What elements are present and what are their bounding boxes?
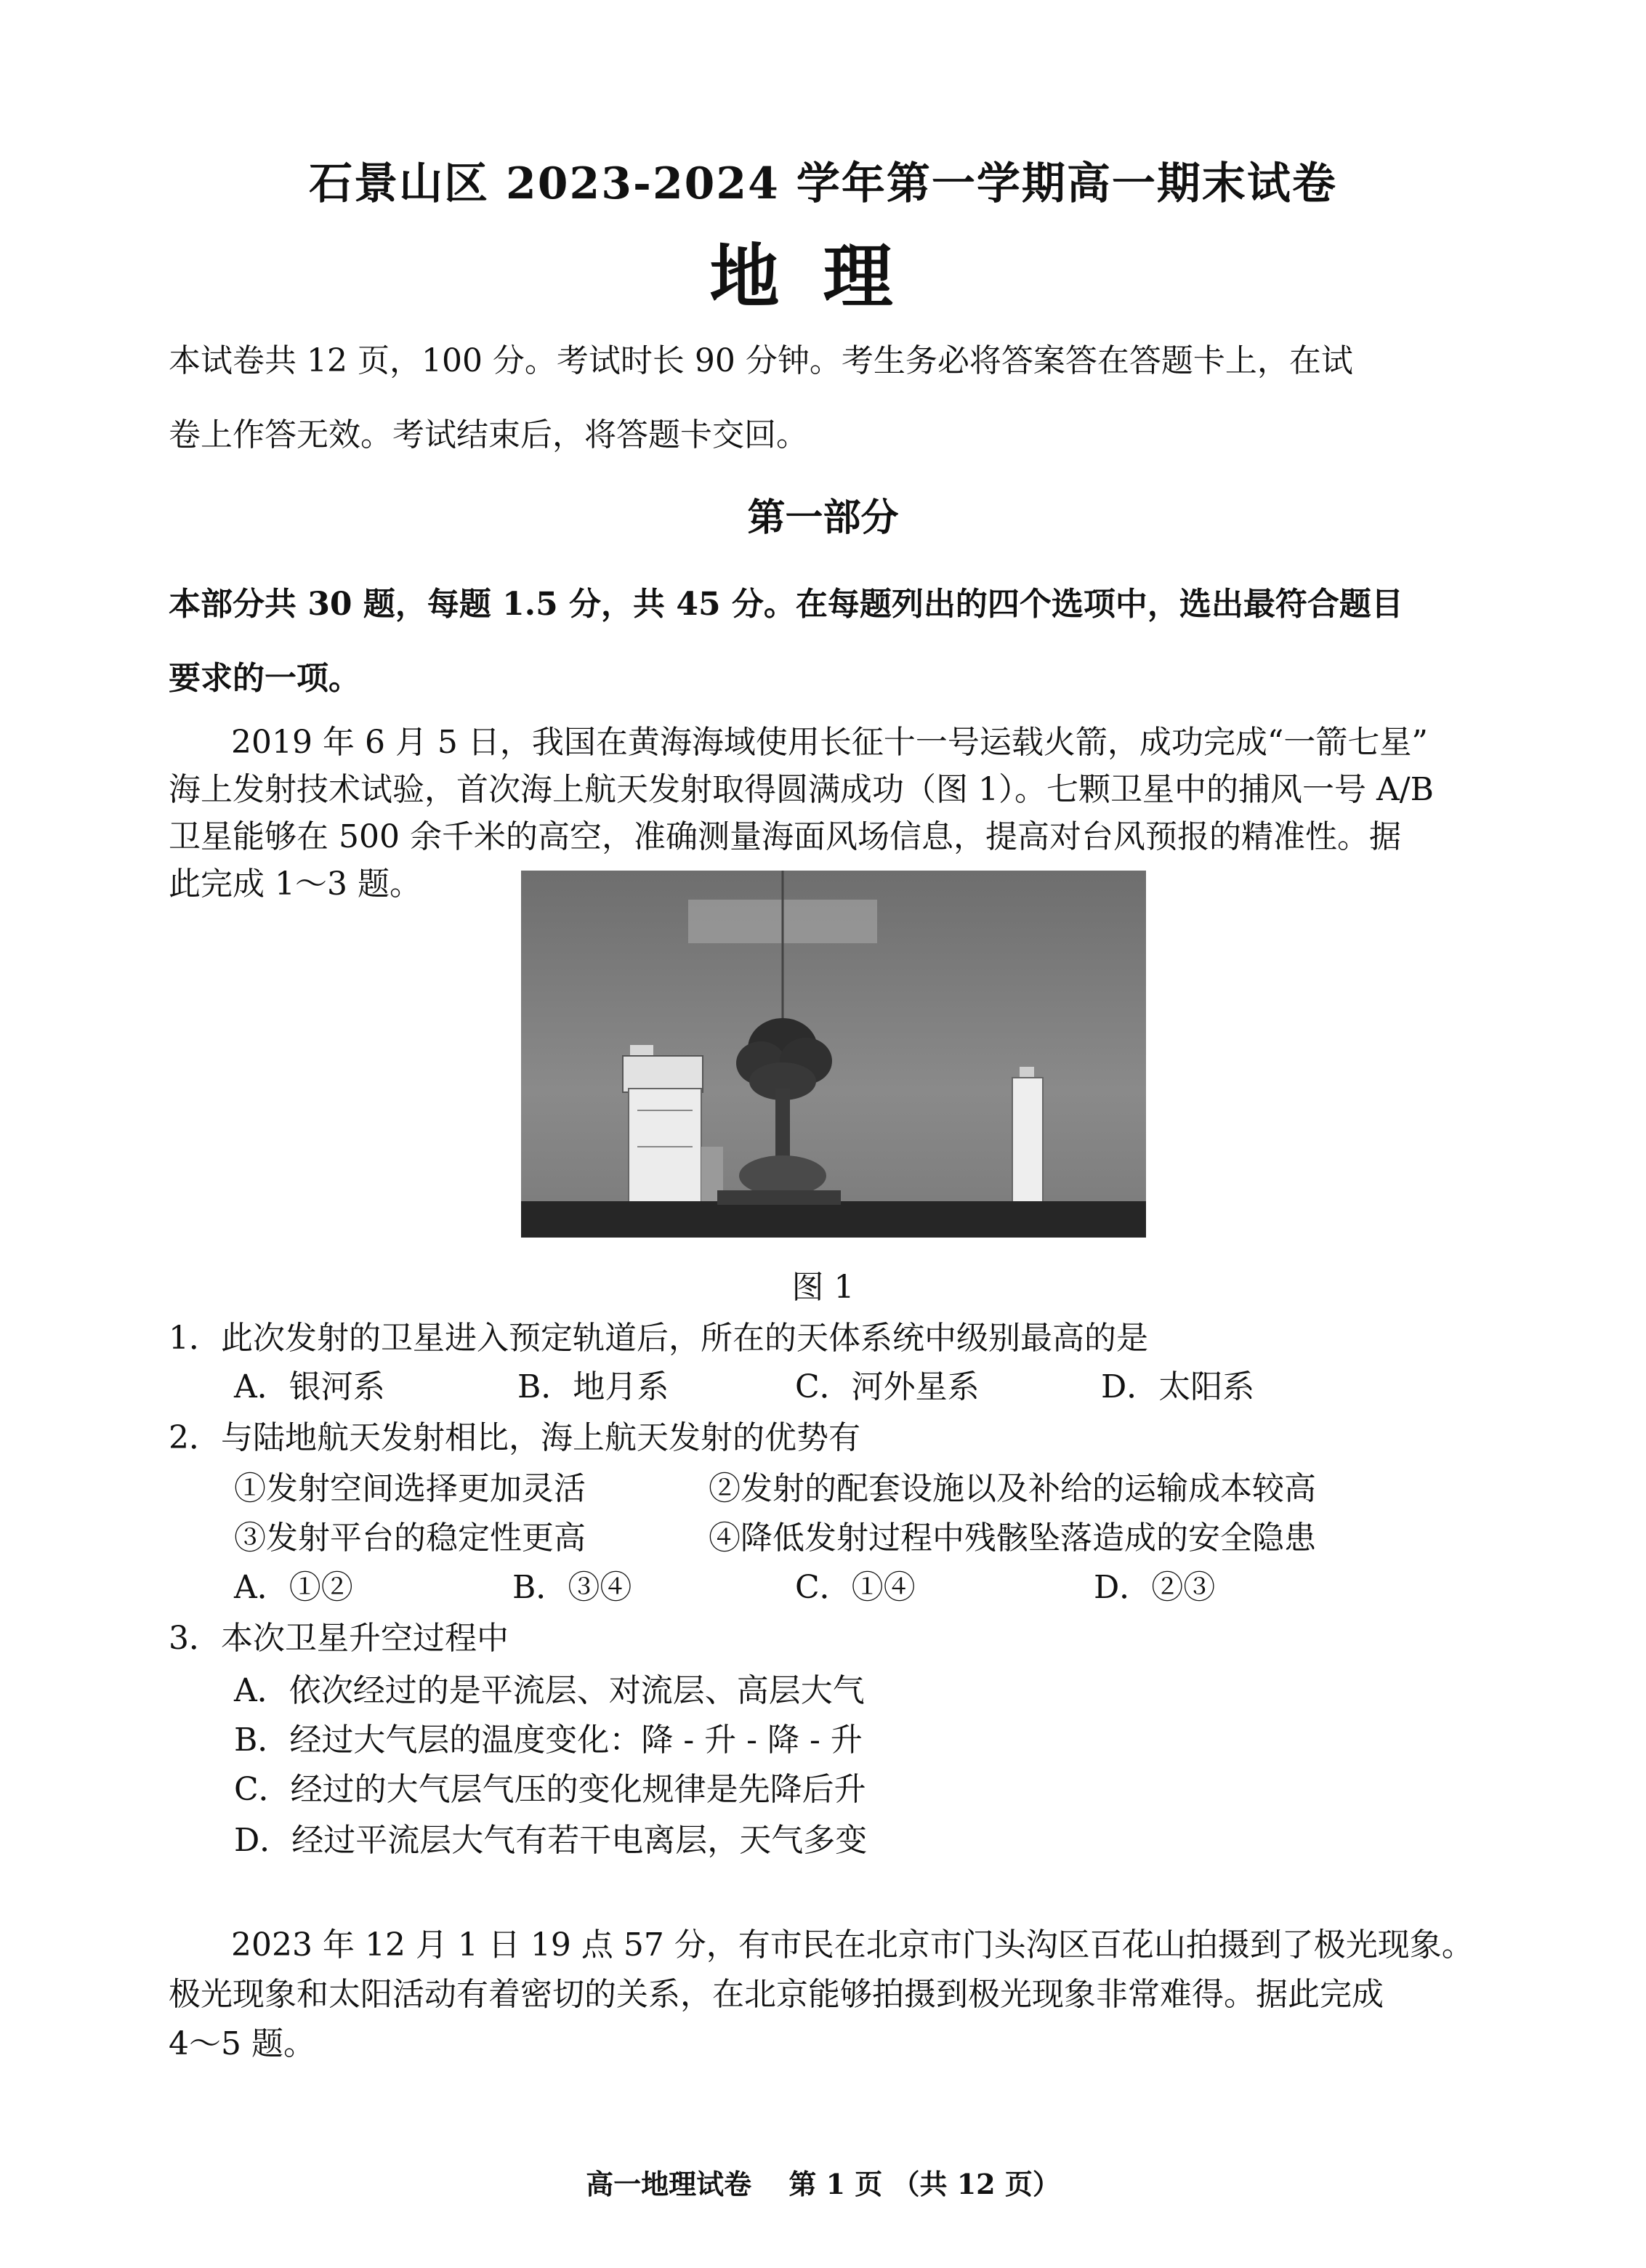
answer-option: C．①④ <box>795 1569 916 1606</box>
passage1-line: 卫星能够在 500 余千米的高空，准确测量海面风场信息，提高对台风预报的精准性。据 <box>169 818 1401 855</box>
figure-caption: 图 1 <box>791 1269 855 1306</box>
answer-option: A．①② <box>234 1569 353 1606</box>
page-footer: 高一地理试卷 第 1 页 （共 12 页） <box>586 2168 1060 2200</box>
answer-option: A．依次经过的是平流层、对流层、高层大气 <box>234 1672 865 1709</box>
passage1-line: 2019 年 6 月 5 日，我国在黄海海域使用长征十一号运载火箭，成功完成“一箭七星” <box>231 724 1428 761</box>
question-stem: 3．本次卫星升空过程中 <box>169 1620 509 1657</box>
passage2-line: 极光现象和太阳活动有着密切的关系，在北京能够拍摄到极光现象非常难得。据此完成 <box>169 1976 1384 2013</box>
launch-photo <box>521 871 1146 1238</box>
answer-option: B．经过大气层的温度变化：降 - 升 - 降 - 升 <box>234 1722 863 1759</box>
section-title: 第一部分 <box>747 496 899 540</box>
statement: ③发射平台的稳定性更高 <box>234 1520 586 1557</box>
answer-option: D．②③ <box>1094 1569 1216 1606</box>
statement: ②发射的配套设施以及补给的运输成本较高 <box>709 1470 1316 1507</box>
statement: ①发射空间选择更加灵活 <box>234 1470 586 1507</box>
passage2-line: 2023 年 12 月 1 日 19 点 57 分，有市民在北京市门头沟区百花山拍摄到了极光现象。 <box>231 1926 1474 1964</box>
intro-line-1: 本试卷共 12 页，100 分。考试时长 90 分钟。考生务必将答案答在答题卡上，在试 <box>169 342 1353 379</box>
answer-option: C．经过的大气层气压的变化规律是先降后升 <box>234 1771 866 1808</box>
question-stem: 1．此次发射的卫星进入预定轨道后，所在的天体系统中级别最高的是 <box>169 1320 1148 1357</box>
section-instructions-line-1: 本部分共 30 题，每题 1.5 分，共 45 分。在每题列出的四个选项中，选出最符合题目 <box>169 586 1403 623</box>
section-instructions-line-2: 要求的一项。 <box>169 660 360 697</box>
passage2-line: 4～5 题。 <box>169 2025 315 2062</box>
subject-title: 地理 <box>709 235 937 318</box>
answer-option: A．银河系 <box>234 1368 385 1405</box>
answer-option: B．地月系 <box>517 1368 669 1405</box>
answer-option: D．经过平流层大气有若干电离层，天气多变 <box>234 1822 868 1859</box>
answer-option: B．③④ <box>512 1569 632 1606</box>
intro-line-2: 卷上作答无效。考试结束后，将答题卡交回。 <box>169 416 808 453</box>
statement: ④降低发射过程中残骸坠落造成的安全隐患 <box>709 1520 1316 1557</box>
page-title: 石景山区 2023-2024 学年第一学期高一期末试卷 <box>309 158 1337 209</box>
passage1-line: 海上发射技术试验，首次海上航天发射取得圆满成功（图 1）。七颗卫星中的捕风一号 A/B <box>169 771 1434 808</box>
passage1-line: 此完成 1～3 题。 <box>169 865 421 903</box>
answer-option: C．河外星系 <box>795 1368 980 1405</box>
answer-option: D．太阳系 <box>1101 1368 1255 1405</box>
question-stem: 2．与陆地航天发射相比，海上航天发射的优势有 <box>169 1419 860 1456</box>
